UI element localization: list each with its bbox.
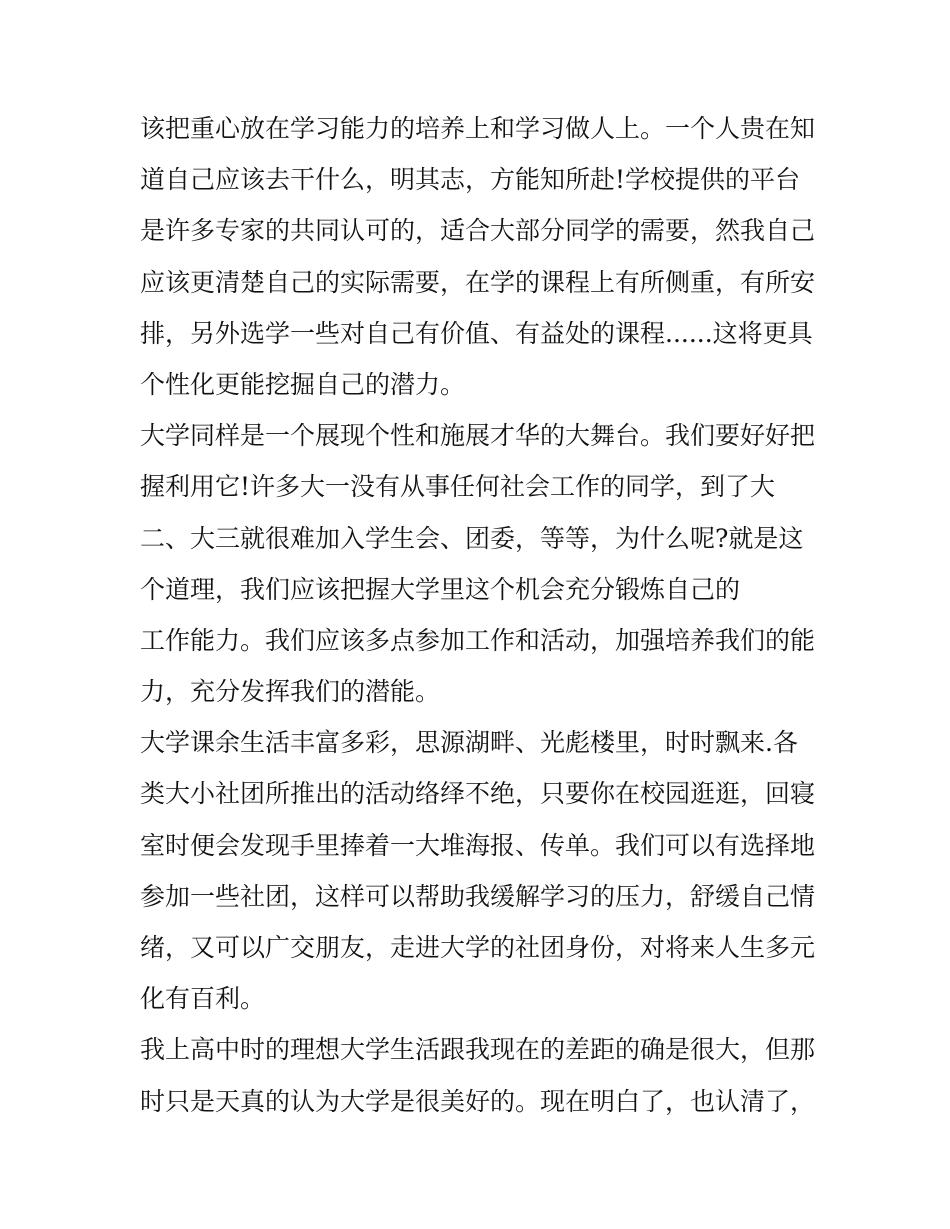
text-line: 室时便会发现手里捧着一大堆海报、传单。我们可以有选择地 <box>140 830 816 860</box>
text-line: 时只是天真的认为大学是很美好的。现在明白了，也认清了， <box>140 1086 816 1116</box>
text-line: 二、大三就很难加入学生会、团委，等等，为什么呢?就是这 <box>140 523 804 553</box>
text-line: 化有百利。 <box>140 984 266 1014</box>
text-line: 排，另外选学一些对自己有价值、有益处的课程......这将更具 <box>140 318 813 348</box>
text-line: 个性化更能挖掘自己的潜力。 <box>140 369 466 399</box>
text-line: 应该更清楚自己的实际需要，在学的课程上有所侧重，有所安 <box>140 267 816 297</box>
text-line: 参加一些社团，这样可以帮助我缓解学习的压力，舒缓自己情 <box>140 881 816 911</box>
text-line: 道自己应该去干什么，明其志，方能知所赴!学校提供的平台 <box>140 165 801 195</box>
document-text <box>140 103 820 1127</box>
text-line: 力，充分发挥我们的潜能。 <box>140 677 441 707</box>
text-line: 该把重心放在学习能力的培养上和学习做人上。一个人贵在知 <box>140 114 816 143</box>
text-line: 握利用它!许多大一没有从事任何社会工作的同学，到了大 <box>140 472 776 502</box>
text-line: 工作能力。我们应该多点参加工作和活动，加强培养我们的能 <box>140 625 816 655</box>
text-line: 大学课余生活丰富多彩，思源湖畔、光彪楼里，时时飘来.各 <box>140 728 798 758</box>
text-line: 大学同样是一个展现个性和施展才华的大舞台。我们要好好把 <box>140 421 816 451</box>
text-line: 类大小社团所推出的活动络绎不绝，只要你在校园逛逛，回寝 <box>140 779 816 809</box>
text-line: 个道理，我们应该把握大学里这个机会充分锻炼自己的 <box>140 574 741 604</box>
text-line: 我上高中时的理想大学生活跟我现在的差距的确是很大，但那 <box>140 1035 816 1065</box>
text-line: 是许多专家的共同认可的，适合大部分同学的需要，然我自己 <box>140 216 816 246</box>
text-line: 绪，又可以广交朋友，走进大学的社团身份，对将来人生多元 <box>140 933 816 962</box>
